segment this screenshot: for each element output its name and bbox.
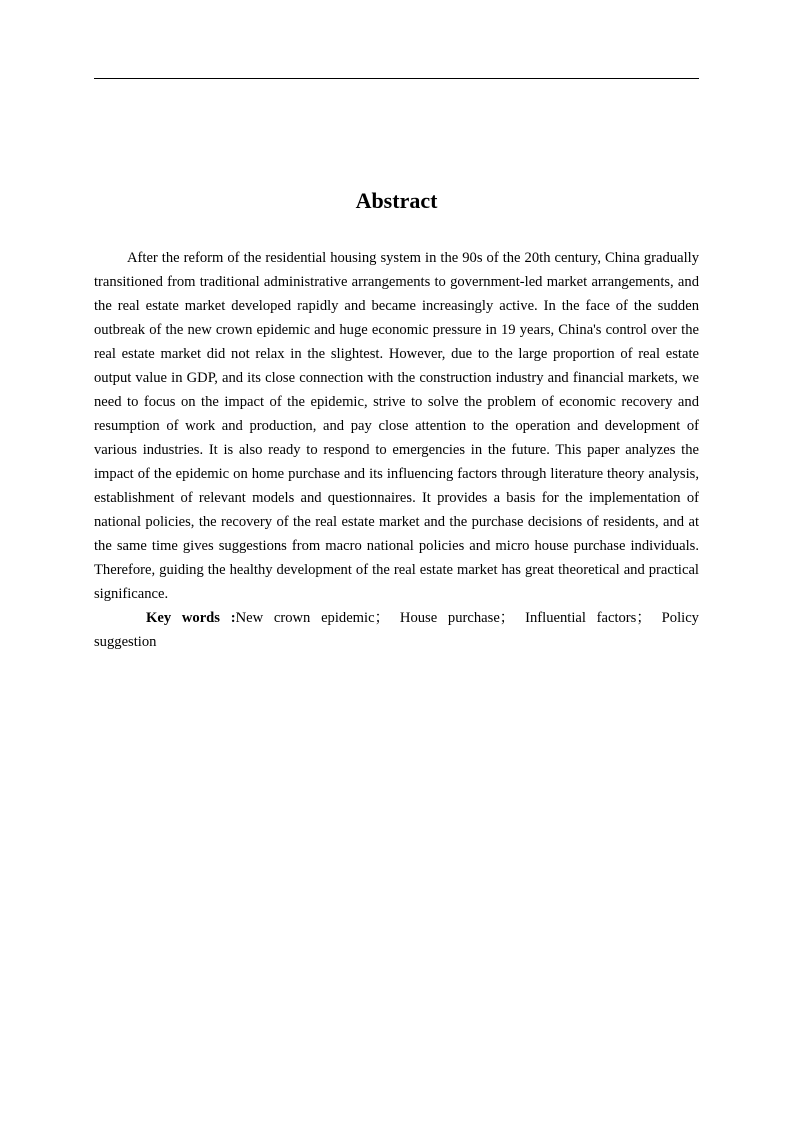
header-rule: [94, 78, 699, 79]
abstract-body: [94, 246, 699, 654]
keywords-label: Key words :: [146, 610, 236, 626]
keywords-list: New crown epidemic； House purchase； Influential factors； Policy suggestion: [94, 610, 699, 650]
keywords-line: [94, 606, 699, 654]
abstract-paragraph: After the reform of the residential housing system in the 90s of the 20th century, China gradually transitioned from traditional administrative arrangements to government-led market arrangements, and the real estate market developed rapidly and became increasingly active. In the face of the sudden outbreak of the new crown epidemic and huge economic pressure in 19 years, China's control over the real estate market did not relax in the slightest. However, due to the large proportion of real estate output value in GDP, and its close connection with the construction industry and financial markets, we need to focus on the impact of the epidemic, strive to solve the problem of economic recovery and resumption of work and production, and pay close attention to the operation and development of various industries. It is also ready to respond to emergencies in the future. This paper analyzes the impact of the epidemic on home purchase and its influencing factors through literature theory analysis, establishment of relevant models and questionnaires. It provides a basis for the implementation of national policies, the recovery of the real estate market and the purchase decisions of residents, and at the same time gives suggestions from macro national policies and micro house purchase individuals. Therefore, guiding the healthy development of the real estate market has great theoretical and practical significance.: [94, 250, 699, 602]
page-title: Abstract: [355, 188, 438, 213]
